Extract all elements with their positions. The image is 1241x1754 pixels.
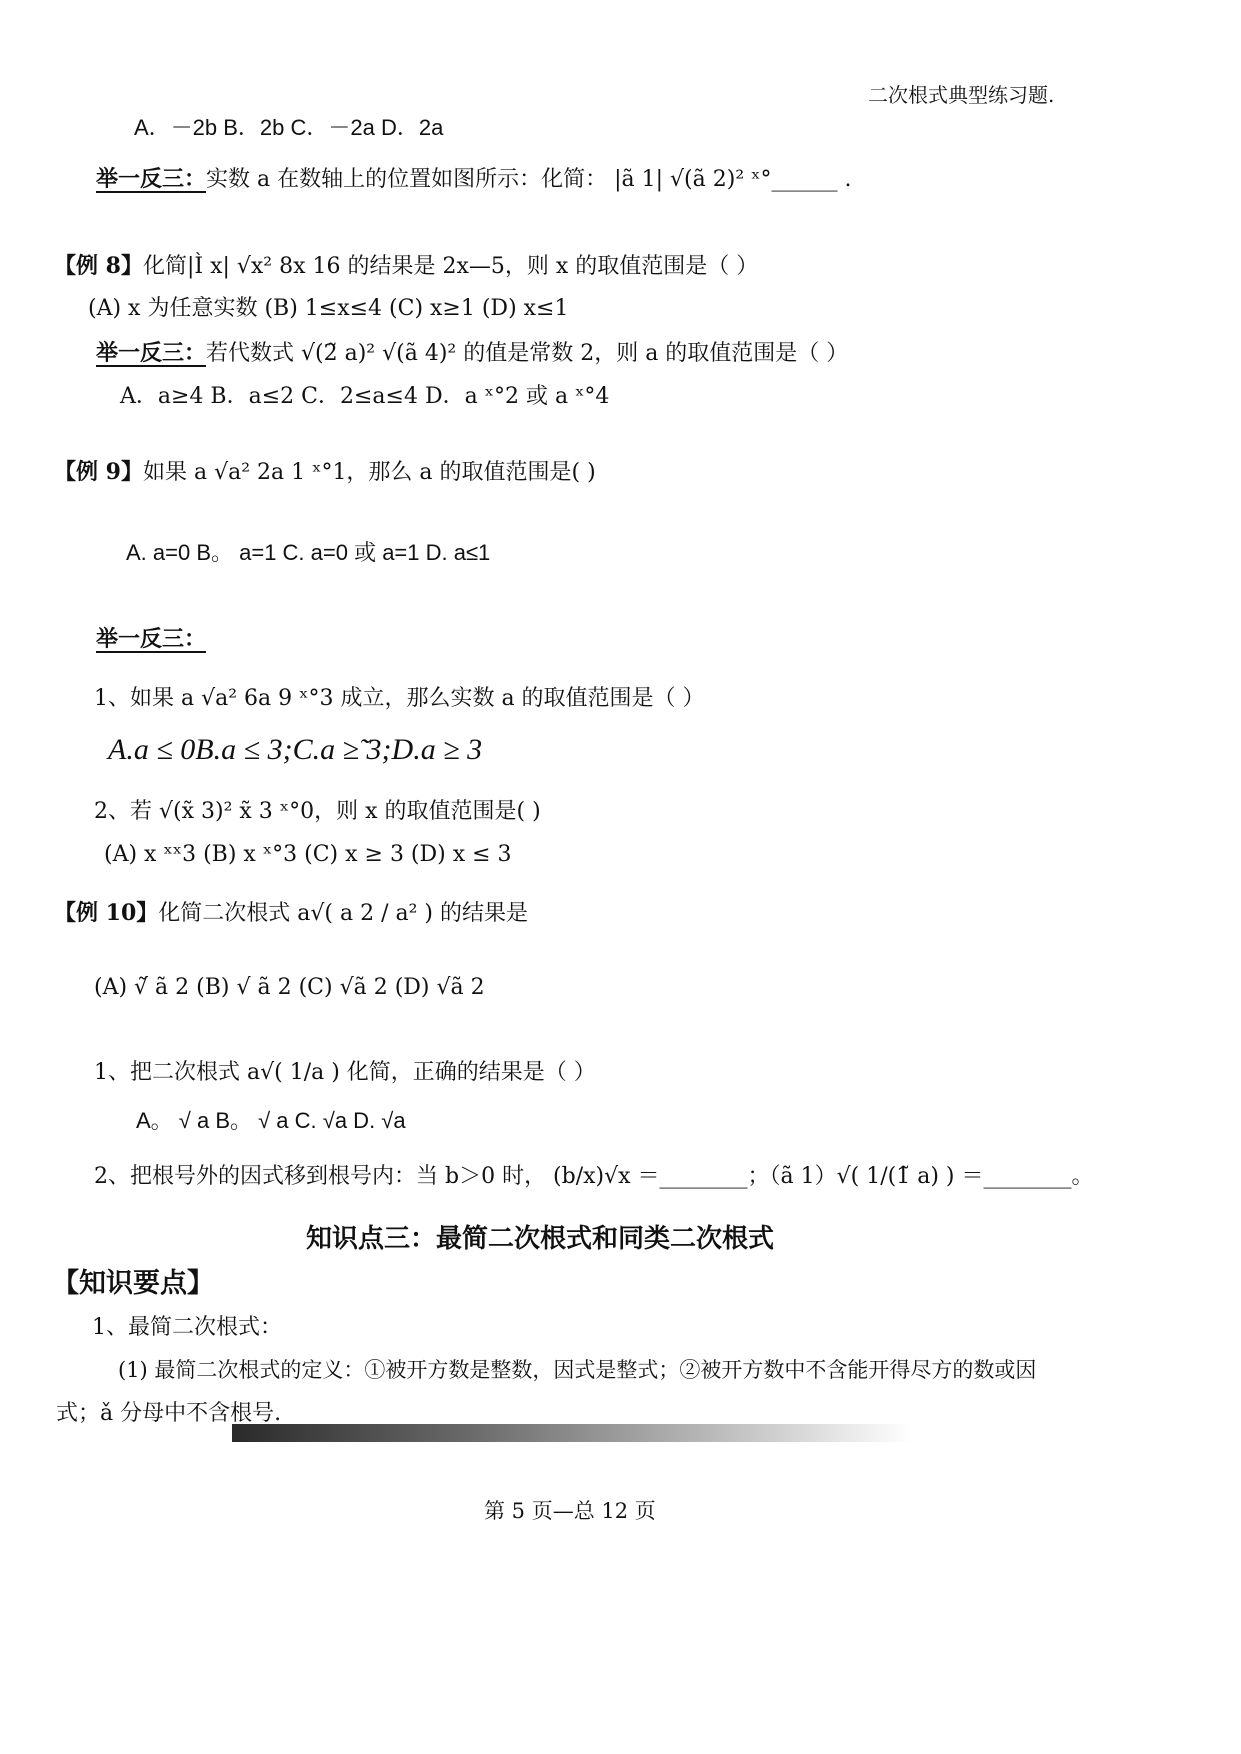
practice-question-2: 2、若 √(x̃ 3)² x̃ 3 ˣ°0，则 x 的取值范围是( ) [94, 799, 541, 824]
knowledge-definition-line-2: 式；ǎ 分母中不含根号. [56, 1401, 282, 1426]
practice-question-3: 1、把二次根式 a√( 1/a ) 化简，正确的结果是（ ） [94, 1060, 596, 1085]
example-8 [54, 251, 758, 282]
knowledge-header-bar [232, 1424, 912, 1442]
practice-text: 实数 a 在数轴上的位置如图所示：化简： |ã 1| √(ã 2)² ˣ°______ . [206, 167, 852, 192]
example-label: 【例 10】 [54, 900, 159, 926]
options-line-1: A．－2b B．2b C．－2a D．2a [134, 115, 444, 140]
example-label: 【例 8】 [54, 253, 143, 279]
practice-question-4: 2、把根号外的因式移到根号内：当 b＞0 时， (b/x)√x ＝________；（ã 1）√( 1/(1̃ a) ) ＝________。 [94, 1164, 1094, 1189]
practice-heading: 举一反三： [96, 626, 207, 652]
practice-item-2-options: A．a≥4 B．a≤2 C．2≤a≤4 D．a ˣ°2 或 a ˣ°4 [120, 384, 610, 409]
example-10 [54, 898, 528, 929]
knowledge-item-1: 1、最简二次根式： [92, 1315, 282, 1340]
practice-question-2-options: (A) x ˣˣ3 (B) x ˣ°3 (C) x ≥ 3 (D) x ≤ 3 [104, 842, 512, 867]
example-text: 如果 a √a² 2a 1 ˣ°1，那么 a 的取值范围是( ) [142, 460, 596, 485]
knowledge-definition-line-1: (1) 最简二次根式的定义：①被开方数是整数，因式是整式；②被开方数中不含能开得尽方的数或因 [118, 1358, 1037, 1382]
practice-text: 若代数式 √(2̃ a)² √(ã 4)² 的值是常数 2，则 a 的取值范围是（ ） [206, 341, 849, 366]
practice-item-2 [96, 338, 848, 369]
knowledge-points-label: 【知识要点】 [52, 1268, 214, 1299]
practice-question-1: 1、如果 a √a² 6a 9 ˣ°3 成立，那么实数 a 的取值范围是（ ） [94, 686, 705, 711]
example-text: 化简二次根式 a√( a 2 / a² ) 的结果是 [158, 901, 528, 926]
practice-label: 举一反三： [96, 166, 207, 192]
page-footer: 第 5 页—总 12 页 [484, 1499, 656, 1523]
example-9-options: A. a=0 B。 a=1 C. a=0 或 a=1 D. a≤1 [126, 540, 491, 565]
practice-question-1-options: A.a ≤ 0B.a ≤ 3;C.a ≥̃ 3;D.a ≥ 3 [108, 733, 483, 766]
document-header-title: 二次根式典型练习题. [868, 83, 1055, 107]
practice-label: 举一反三： [96, 340, 207, 366]
example-10-options: (A) √̃ ã 2 (B) √ ã 2 (C) √ã 2 (D) √ã 2 [94, 975, 485, 1000]
section-title: 知识点三：最简二次根式和同类二次根式 [306, 1224, 775, 1254]
example-label: 【例 9】 [54, 459, 143, 485]
practice-item-1 [96, 164, 851, 195]
practice-question-3-options: A。 √ a B。 √ a C. √a D. √a [136, 1108, 406, 1133]
example-8-options: (A) x 为任意实数 (B) 1≤x≤4 (C) x≥1 (D) x≤1 [88, 296, 569, 321]
example-text: 化简|Ì x| √x² 8x 16 的结果是 2x—5，则 x 的取值范围是（ ） [142, 254, 759, 279]
example-9 [54, 457, 596, 488]
